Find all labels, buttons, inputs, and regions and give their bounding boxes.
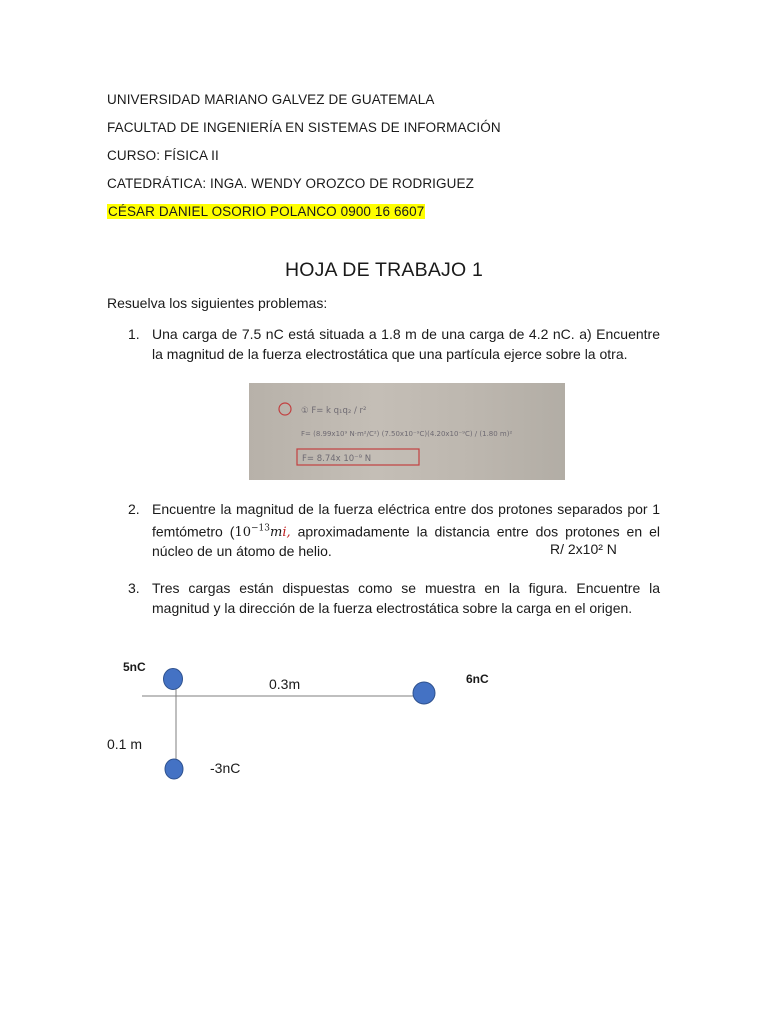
problem-text: Una carga de 7.5 nC está situada a 1.8 m de una carga de 4.2 nC. a) Encuentre la magnitud de la fuerza electrostática que una partícula ejerce sobre la otra.: [152, 326, 660, 362]
charge-right-circle: [413, 682, 435, 704]
charge-below-circle: [165, 759, 183, 779]
problem-number: 2.: [128, 501, 140, 517]
problem-number: 1.: [128, 326, 140, 342]
formula-line-2: F= (8.99x10⁹ N·m²/C²) (7.50x10⁻⁹C)(4.20x10⁻⁹C) / (1.80 m)²: [301, 430, 513, 438]
charge-right-label: 6nC: [466, 672, 489, 686]
math-base: 10: [234, 524, 251, 540]
faculty-name: FACULTAD DE INGENIERÍA EN SISTEMAS DE INFORMACIÓN: [107, 120, 501, 135]
charge-origin-circle: [164, 669, 183, 690]
intro-text: Resuelva los siguientes problemas:: [107, 295, 328, 311]
circled-number: [279, 403, 291, 415]
problem-3: [128, 579, 660, 618]
diagram-graphics: [100, 650, 500, 790]
problem-text: Tres cargas están dispuestas como se muestra en la figura. Encuentre la magnitud y la dirección de la fuerza electrostática sobre la carga en el origen.: [152, 580, 660, 616]
course-name: CURSO: FÍSICA II: [107, 148, 219, 163]
charge-below-label: -3nC: [210, 760, 241, 776]
university-name: UNIVERSIDAD MARIANO GALVEZ DE GUATEMALA: [107, 92, 435, 107]
charge-origin-label: 5nC: [123, 660, 146, 674]
math-expression: [234, 525, 290, 540]
teacher-name: CATEDRÁTICA: INGA. WENDY OROZCO DE RODRIGUEZ: [107, 176, 474, 191]
student-info: [107, 204, 425, 219]
formula-result: F= 8.74x 10⁻⁹ N: [302, 454, 372, 464]
charge-diagram: [100, 650, 500, 790]
student-name-highlight: CÉSAR DANIEL OSORIO POLANCO 0900 16 6607: [108, 204, 425, 219]
problem-2-answer: R/ 2x10² N: [550, 541, 617, 557]
page-title: HOJA DE TRABAJO 1: [284, 259, 484, 281]
math-unit: m: [269, 524, 283, 540]
problem-number: 3.: [128, 580, 140, 596]
handwritten-solution-photo: [249, 383, 565, 480]
math-exponent: −13: [250, 523, 270, 534]
math-tail: i,: [282, 524, 291, 540]
handwriting-drawing: [249, 383, 565, 480]
distance-horizontal-label: 0.3m: [269, 676, 301, 692]
problem-text-part: aproximadamente la distancia entre dos protones en el núcleo de un átomo de helio.: [152, 522, 660, 560]
problem-text-part: Encuentre la magnitud de la fuerza eléctrica entre dos protones separados por 1 femtómetro (: [152, 501, 660, 539]
problem-1: [128, 325, 660, 364]
formula-line-1: ① F= k q₁q₂ / r²: [301, 406, 367, 416]
distance-vertical-label: 0.1 m: [107, 736, 143, 752]
